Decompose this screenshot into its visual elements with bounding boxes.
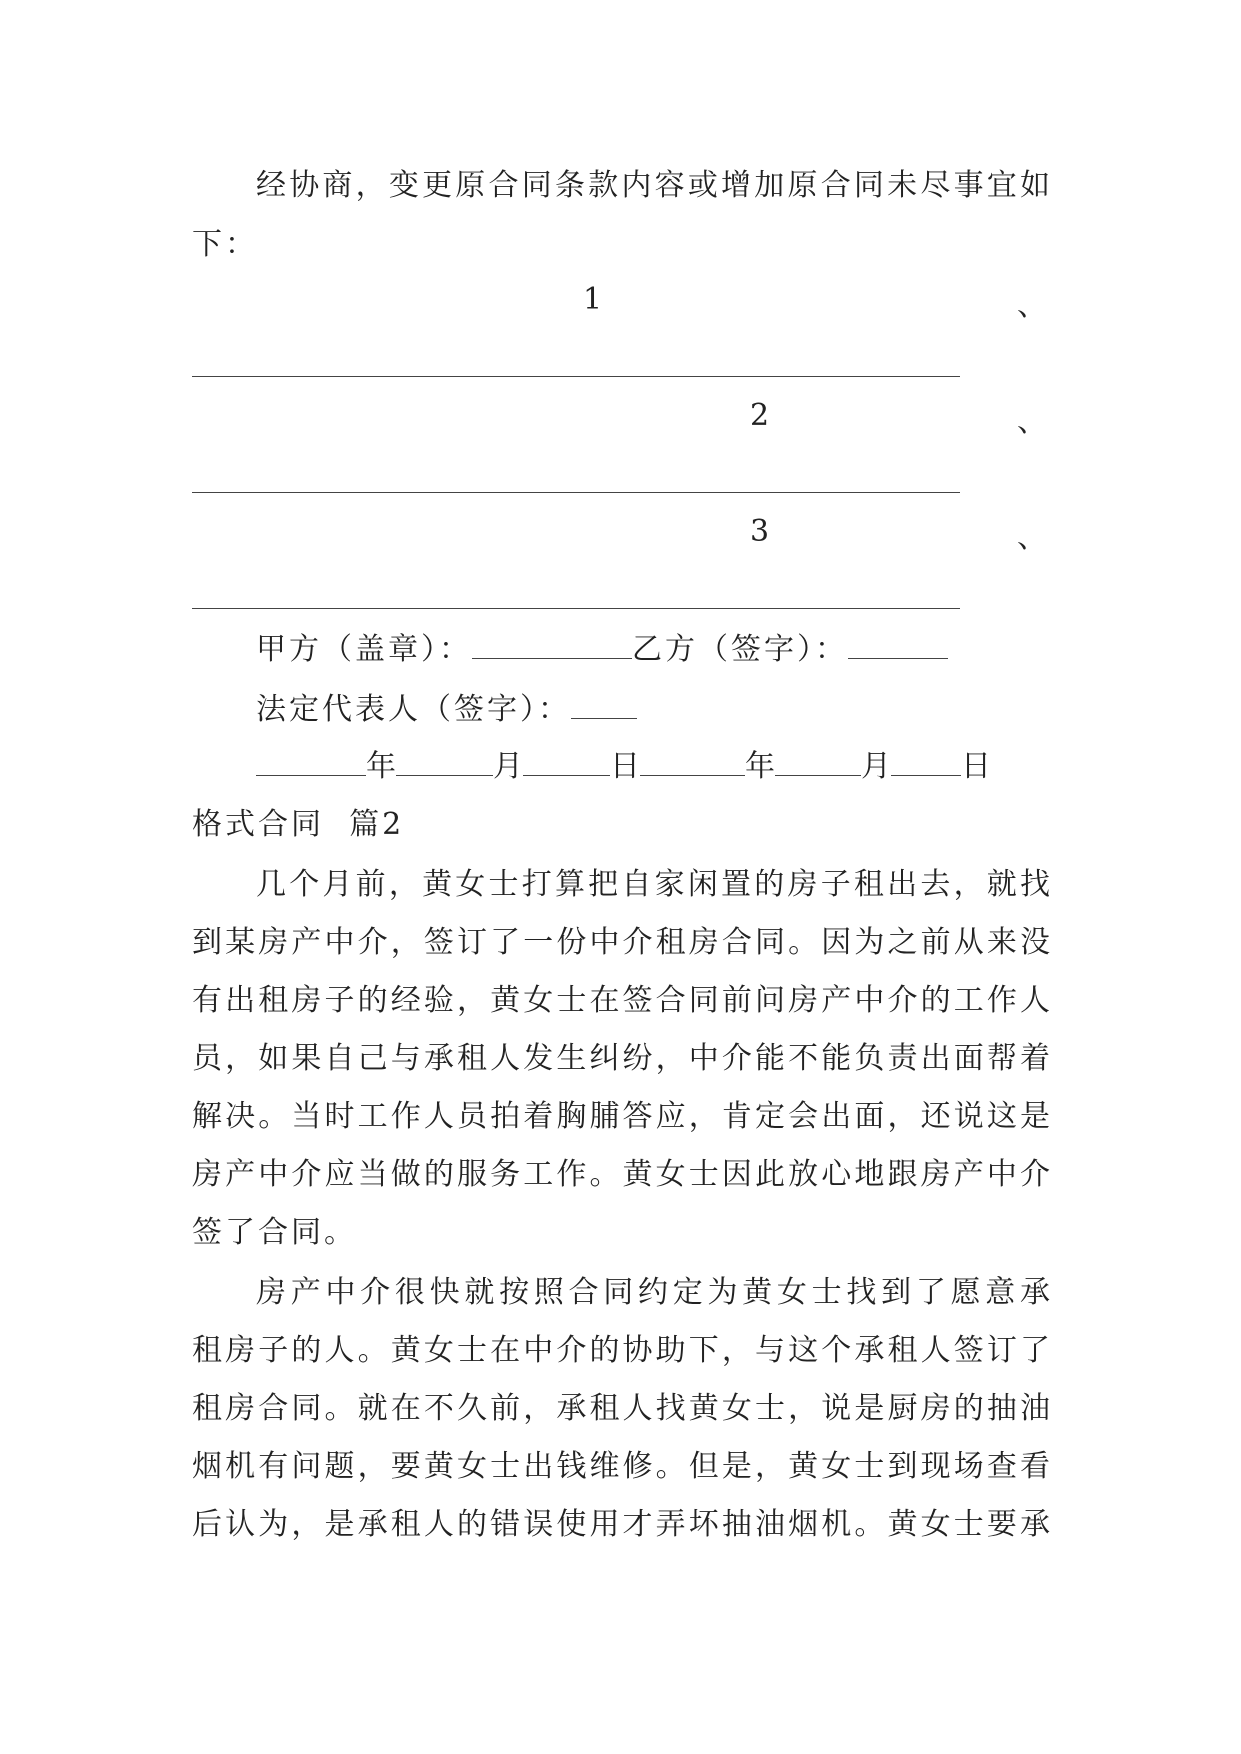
item-3-separator: 、 <box>1017 520 1047 555</box>
item-3-number: 3 <box>750 514 770 549</box>
date-row <box>256 737 1050 797</box>
date-b-month-label: 月 <box>861 749 891 784</box>
para1-line: 员，如果自己与承租人发生纠纷，中介能不能负责出面帮着 <box>192 1041 1050 1076</box>
party-b-label: 乙方（签字）： <box>632 632 848 667</box>
date-b-year-label: 年 <box>745 749 775 784</box>
item-2-blank-line <box>192 492 960 493</box>
party-a-label: 甲方（盖章）： <box>256 632 472 667</box>
date-b-year-blank <box>640 753 745 776</box>
para2-line: 租房子的人。黄女士在中介的协助下，与这个承租人签订了 <box>192 1333 1050 1368</box>
item-2-number: 2 <box>750 398 770 433</box>
date-a-day-blank <box>523 753 610 776</box>
legal-rep-blank <box>571 696 637 719</box>
para2-line: 后认为，是承租人的错误使用才弄坏抽油烟机。黄女士要承 <box>192 1507 1050 1542</box>
item-2-separator: 、 <box>1017 404 1047 439</box>
date-a-day-label: 日 <box>610 749 640 784</box>
intro-line-2: 下： <box>192 227 258 262</box>
signature-row <box>256 620 1050 680</box>
intro-line-1: 经协商，变更原合同条款内容或增加原合同未尽事宜如 <box>256 168 1050 203</box>
date-b-day-label: 日 <box>961 749 991 784</box>
section-2-heading: 格式合同 篇2 <box>192 807 405 842</box>
para1-line: 房产中介应当做的服务工作。黄女士因此放心地跟房产中介 <box>192 1157 1050 1192</box>
item-1-blank-line <box>192 376 960 377</box>
legal-rep-label: 法定代表人（签字）： <box>256 692 571 727</box>
para2-line: 租房合同。就在不久前，承租人找黄女士，说是厨房的抽油 <box>192 1391 1050 1426</box>
date-a-month-label: 月 <box>493 749 523 784</box>
item-1-number: 1 <box>583 282 603 317</box>
date-b-day-blank <box>891 753 961 776</box>
para1-line: 几个月前，黄女士打算把自家闲置的房子租出去，就找 <box>256 867 1050 902</box>
para1-line: 有出租房子的经验，黄女士在签合同前问房产中介的工作人 <box>192 983 1050 1018</box>
para1-line: 解决。当时工作人员拍着胸脯答应，肯定会出面，还说这是 <box>192 1099 1050 1134</box>
date-a-month-blank <box>396 753 493 776</box>
item-3-blank-line <box>192 608 960 609</box>
para1-line: 签了合同。 <box>192 1215 357 1250</box>
legal-rep-row <box>256 680 1050 740</box>
date-b-month-blank <box>775 753 861 776</box>
para2-line: 房产中介很快就按照合同约定为黄女士找到了愿意承 <box>256 1275 1050 1310</box>
para2-line: 烟机有问题，要黄女士出钱维修。但是，黄女士到现场查看 <box>192 1449 1050 1484</box>
date-a-year-blank <box>256 753 366 776</box>
item-1-separator: 、 <box>1017 288 1047 323</box>
party-b-blank <box>848 636 948 659</box>
date-a-year-label: 年 <box>366 749 396 784</box>
party-a-blank <box>472 636 632 659</box>
para1-line: 到某房产中介，签订了一份中介租房合同。因为之前从来没 <box>192 925 1050 960</box>
